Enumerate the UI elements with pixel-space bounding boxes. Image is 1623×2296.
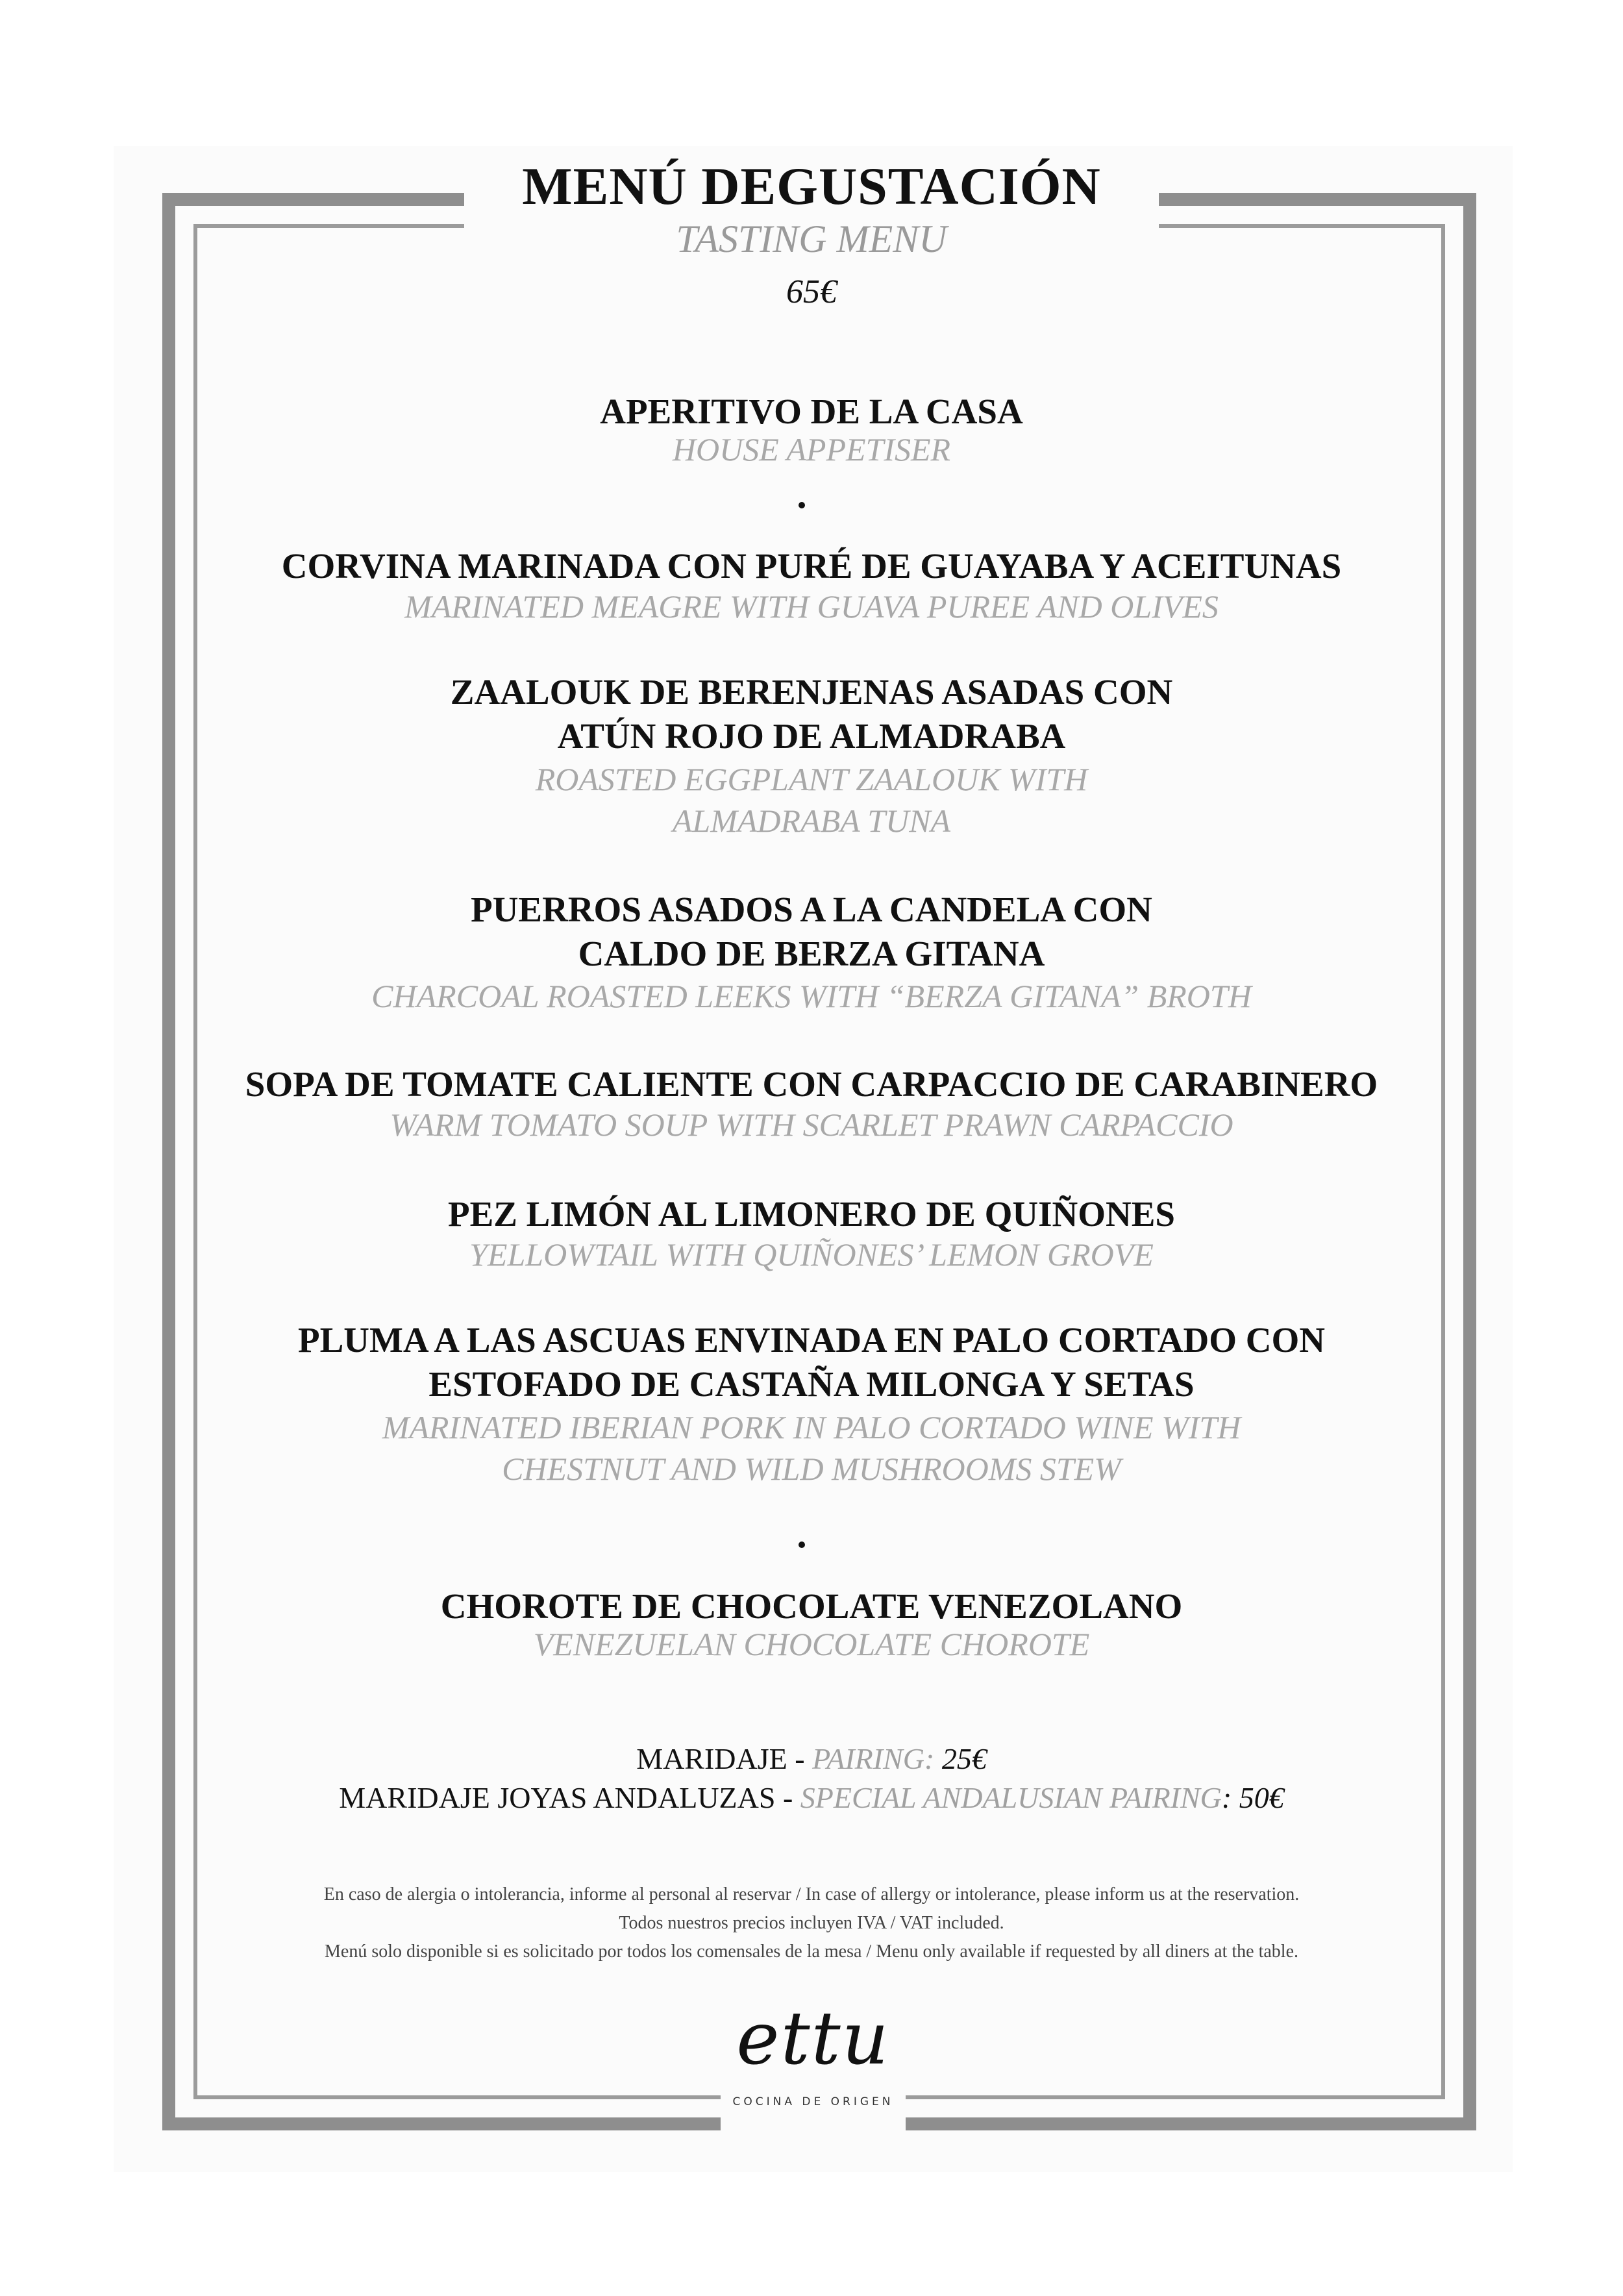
course-6-translation: YELLOWTAIL WITH QUIÑONES’ LEMON GROVE xyxy=(469,1236,1154,1273)
special-pairing-label-en: SPECIAL ANDALUSIAN PAIRING xyxy=(800,1781,1222,1814)
course-7-translation-line1: MARINATED IBERIAN PORK IN PALO CORTADO WINE WITH xyxy=(382,1409,1241,1445)
course-4-name-line1: PUERROS ASADOS A LA CANDELA CON xyxy=(471,890,1152,929)
course-6-name: PEZ LIMÓN AL LIMONERO DE QUIÑONES xyxy=(447,1194,1176,1234)
menu-subtitle: TASTING MENU xyxy=(676,218,947,260)
availability-note: Menú solo disponible si es solicitado por todos los comensales de la mesa / Menu only available if requested by all diners at the table. xyxy=(325,1941,1298,1962)
course-5-translation: WARM TOMATO SOUP WITH SCARLET PRAWN CARPACCIO xyxy=(390,1106,1233,1143)
course-2-translation: MARINATED MEAGRE WITH GUAVA PUREE AND OLIVES xyxy=(404,588,1219,625)
course-8-name: CHOROTE DE CHOCOLATE VENEZOLANO xyxy=(440,1586,1183,1626)
menu-title: MENÚ DEGUSTACIÓN xyxy=(522,156,1101,216)
course-4-translation: CHARCOAL ROASTED LEEKS WITH “BERZA GITANA” BROTH xyxy=(371,978,1252,1014)
special-pairing-line xyxy=(195,1780,1428,1815)
course-1-name: APERITIVO DE LA CASA xyxy=(600,392,1023,431)
course-2-name: CORVINA MARINADA CON PURÉ DE GUAYABA Y ACEITUNAS xyxy=(281,546,1342,586)
course-3-translation-line2: ALMADRABA TUNA xyxy=(672,803,951,839)
menu-price: 65€ xyxy=(786,273,837,310)
course-7-translation-line2: CHESTNUT AND WILD MUSHROOMS STEW xyxy=(502,1451,1121,1487)
course-1-translation: HOUSE APPETISER xyxy=(672,431,951,468)
course-8-translation: VENEZUELAN CHOCOLATE CHOROTE xyxy=(533,1626,1090,1662)
vat-note: Todos nuestros precios incluyen IVA / VAT included. xyxy=(619,1913,1004,1933)
pairing-label-en: PAIRING: xyxy=(812,1742,935,1775)
pairing-price: 25€ xyxy=(934,1742,987,1775)
ettu-logo: ettu xyxy=(736,1997,890,2081)
special-pairing-price: : 50€ xyxy=(1221,1781,1284,1814)
special-pairing-label: MARIDAJE JOYAS ANDALUZAS - xyxy=(339,1781,800,1814)
logo-tagline: COCINA DE ORIGEN xyxy=(732,2095,894,2108)
separator-dot xyxy=(799,502,805,508)
course-3-translation-line1: ROASTED EGGPLANT ZAALOUK WITH xyxy=(535,761,1088,797)
course-3-name-line2: ATÚN ROJO DE ALMADRABA xyxy=(557,716,1066,756)
allergy-note: En caso de alergia o intolerancia, informe al personal al reservar / In case of allergy or intolerance, please inform us at the reservation. xyxy=(323,1884,1300,1904)
pairing-label: MARIDAJE - xyxy=(636,1742,813,1775)
course-5-name: SOPA DE TOMATE CALIENTE CON CARPACCIO DE CARABINERO xyxy=(245,1064,1378,1104)
course-7-name-line2: ESTOFADO DE CASTAÑA MILONGA Y SETAS xyxy=(428,1364,1195,1404)
course-7-name-line1: PLUMA A LAS ASCUAS ENVINADA EN PALO CORTADO CON xyxy=(297,1320,1326,1360)
inner-border-frame xyxy=(193,224,1445,2099)
separator-dot xyxy=(799,1541,805,1548)
course-4-name-line2: CALDO DE BERZA GITANA xyxy=(578,934,1045,973)
course-3-name-line1: ZAALOUK DE BERENJENAS ASADAS CON xyxy=(450,672,1173,712)
pairing-line xyxy=(195,1741,1428,1776)
